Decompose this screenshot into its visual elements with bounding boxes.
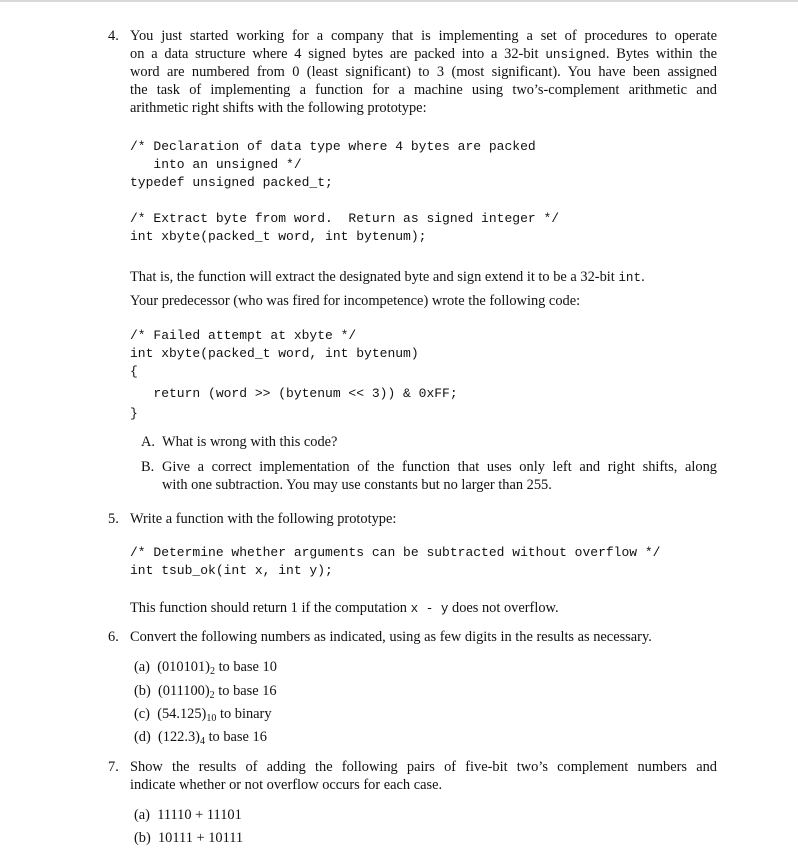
q5-number: 5.: [108, 511, 119, 527]
q4-code-block-1: /* Declaration of data type where 4 bytes are packed into an unsigned */ typedef unsigned packed_t;: [130, 139, 536, 190]
q4-text-line-3: word are numbered from 0 (least significant) to 3 (most significant). You have been assigned: [130, 64, 717, 80]
page-top-edge: [0, 0, 798, 2]
q4-paragraph-1: That is, the function will extract the designated byte and sign extend it to be a 32-bit int.: [130, 269, 645, 285]
q4-text-line-4: the task of implementing a function for a machine using two’s-complement arithmetic and: [130, 82, 717, 98]
q7-text-line-1: Show the results of adding the following pairs of five-bit two’s complement numbers and: [130, 759, 717, 775]
q5-code-block: /* Determine whether arguments can be subtracted without overflow */ int tsub_ok(int x, int y);: [130, 545, 661, 578]
q4-paragraph-2: Your predecessor (who was fired for incompetence) wrote the following code:: [130, 293, 581, 309]
q4-code-block-3: /* Failed attempt at xbyte */ int xbyte(packed_t word, int bytenum) { return (word >> (bytenum << 3)) & 0xFF; }: [130, 328, 458, 421]
q4-text-line-5: arithmetic right shifts with the following prototype:: [130, 100, 427, 116]
q7-number: 7.: [108, 759, 119, 775]
q6-text: Convert the following numbers as indicated, using as few digits in the results as necessary.: [130, 629, 652, 645]
q4-code-block-2: /* Extract byte from word. Return as signed integer */ int xbyte(packed_t word, int bytenum);: [130, 211, 560, 244]
q4-part-a-label: A.: [141, 434, 155, 450]
q4-part-b-line-2: with one subtraction. You may use constants but no larger than 255.: [162, 477, 552, 493]
q6-number: 6.: [108, 629, 119, 645]
q4-part-a-text: What is wrong with this code?: [162, 434, 338, 450]
q7-text-line-2: indicate whether or not overflow occurs for each case.: [130, 777, 443, 793]
q4-part-b-label: B.: [141, 459, 155, 475]
q4-number: 4.: [108, 28, 119, 44]
q7-item-a: (a) 11110 + 11101: [134, 807, 242, 823]
q6-item-b: (b) $(011100)_2$ to base 16: [134, 683, 277, 701]
q5-paragraph: This function should return 1 if the computation x - y does not overflow.: [130, 600, 559, 616]
q6-item-a: (a) $(010101)_2$ to base 10: [134, 659, 277, 677]
q6-item-c: (c) $(54.125)_{10}$ to binary: [134, 706, 272, 724]
q5-text: Write a function with the following prototype:: [130, 511, 397, 527]
q6-item-d: (d) $(122.3)_4$ to base 16: [134, 729, 267, 747]
q4-text-line-1: You just started working for a company that is implementing a set of procedures to operate: [130, 28, 717, 44]
q7-item-b: (b) 10111 + 10111: [134, 830, 244, 846]
q4-text-line-2: on a data structure where 4 signed bytes are packed into a 32-bit unsigned. Bytes within the: [130, 46, 717, 62]
q4-part-b-line-1: Give a correct implementation of the function that uses only left and right shifts, along: [162, 459, 717, 475]
q4-unsigned-code: unsigned: [545, 48, 606, 62]
